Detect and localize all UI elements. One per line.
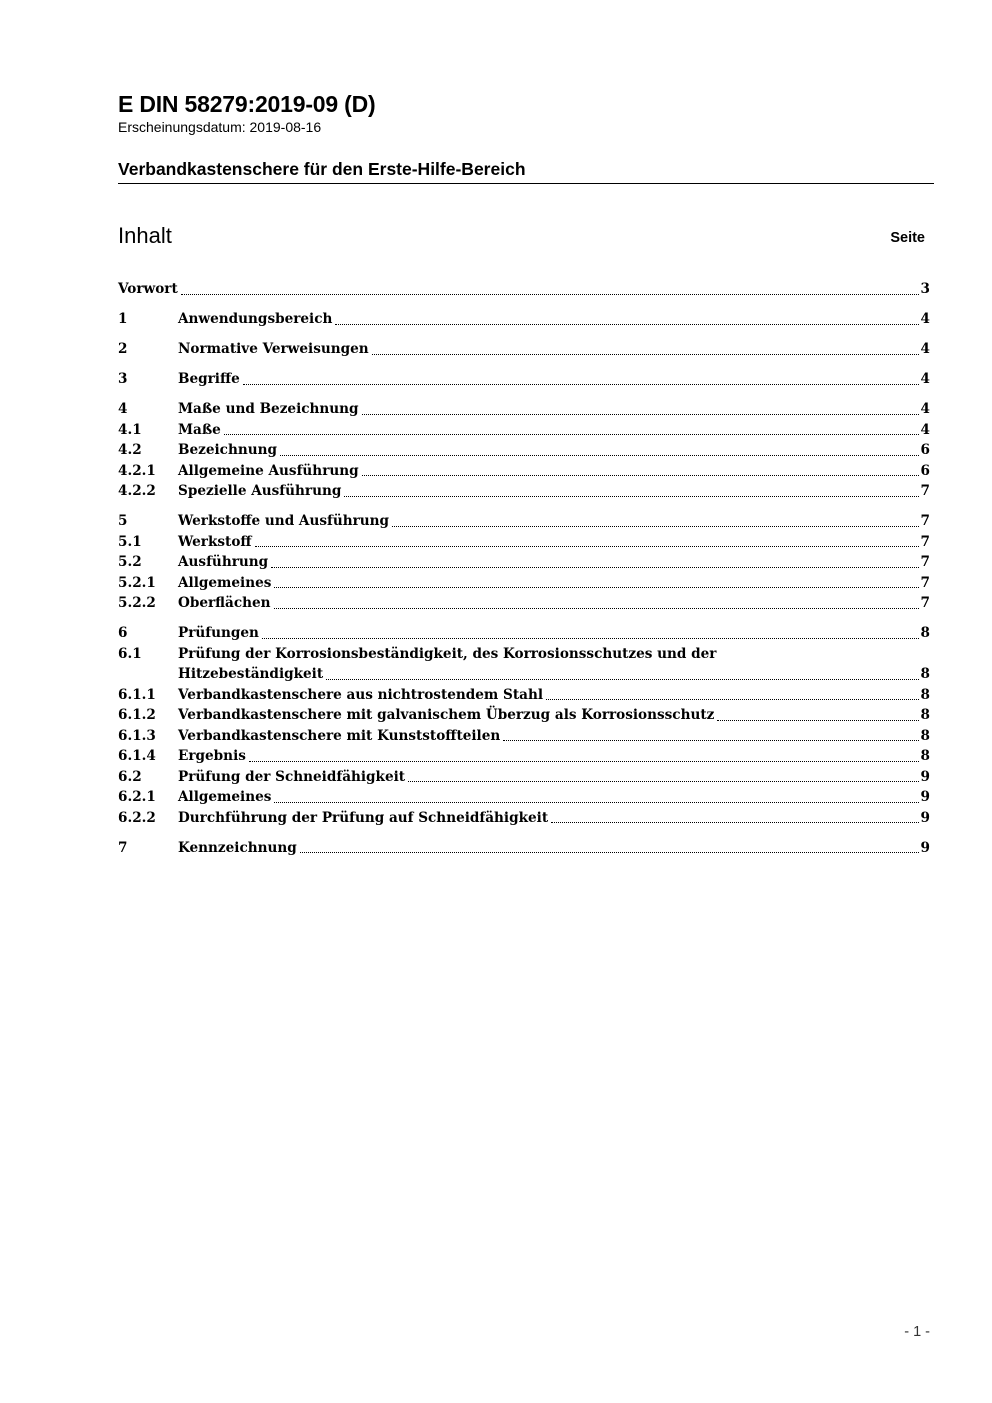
toc-entry-page: 8 bbox=[920, 625, 930, 641]
toc-entry-number: 4.1 bbox=[118, 421, 142, 438]
leader-dots bbox=[546, 699, 919, 700]
toc-entry-6-2-1[interactable] bbox=[118, 787, 930, 808]
leader-dots bbox=[224, 434, 919, 435]
toc-entry-label: Prüfung der Korrosionsbeständigkeit, des Korrosionsschutzes und der bbox=[178, 645, 717, 662]
document-title: Verbandkastenschere für den Erste-Hilfe-Bereich bbox=[118, 158, 934, 184]
toc-entry-5[interactable] bbox=[118, 511, 930, 532]
toc-entry-number: 3 bbox=[118, 371, 128, 387]
leader-dots bbox=[262, 638, 919, 639]
toc-entry-5-2-2[interactable] bbox=[118, 593, 930, 614]
toc-entry-page: 7 bbox=[920, 483, 930, 499]
leader-dots bbox=[344, 496, 918, 497]
toc-entry-page: 9 bbox=[920, 809, 930, 826]
leader-dots bbox=[408, 781, 918, 782]
toc-entry-6-1-2[interactable] bbox=[118, 705, 930, 726]
toc-entry-label: Verbandkastenschere mit Kunststoffteilen bbox=[178, 727, 501, 744]
leader-dots bbox=[274, 608, 919, 609]
toc-entry-page: 8 bbox=[920, 686, 930, 703]
leader-dots bbox=[181, 294, 919, 295]
toc-entry-5-2[interactable] bbox=[118, 552, 930, 573]
document-id: E DIN 58279:2019-09 (D) bbox=[118, 91, 376, 117]
toc-entry-2[interactable] bbox=[118, 339, 930, 360]
toc-entry-page: 7 bbox=[920, 595, 930, 611]
toc-page-column-label: Seite bbox=[890, 230, 925, 246]
leader-dots bbox=[243, 384, 919, 385]
toc-entry-label: Begriffe bbox=[178, 371, 240, 387]
toc-entry-page: 7 bbox=[920, 533, 930, 550]
leader-dots bbox=[362, 414, 919, 415]
toc-entry-number: 6.2.2 bbox=[118, 809, 156, 826]
toc-entry-4-1[interactable] bbox=[118, 420, 930, 441]
toc-entry-number: 4.2.1 bbox=[118, 462, 156, 479]
toc-entry-label: Oberflächen bbox=[178, 595, 271, 611]
toc-entry-label: Maße bbox=[178, 421, 221, 438]
toc-entry-5-2-1[interactable] bbox=[118, 573, 930, 594]
toc-entry-page: 8 bbox=[920, 707, 930, 723]
toc-entry-3[interactable] bbox=[118, 369, 930, 390]
table-of-contents bbox=[118, 279, 930, 858]
toc-entry-number: 6.1 bbox=[118, 645, 142, 662]
toc-entry-6-2-2[interactable] bbox=[118, 808, 930, 829]
toc-entry-number: 6.1.2 bbox=[118, 707, 156, 723]
toc-entry-label: Verbandkastenschere mit galvanischem Überzug als Korrosionsschutz bbox=[178, 707, 715, 723]
leader-dots bbox=[372, 354, 919, 355]
leader-dots bbox=[300, 852, 919, 853]
toc-entry-number: 5.1 bbox=[118, 533, 142, 550]
toc-entry-4-2[interactable] bbox=[118, 440, 930, 461]
leader-dots bbox=[717, 720, 918, 721]
toc-entry-label: Vorwort bbox=[118, 281, 178, 297]
toc-entry-1[interactable] bbox=[118, 309, 930, 330]
toc-entry-5-1[interactable] bbox=[118, 532, 930, 553]
toc-entry-page: 8 bbox=[920, 748, 930, 764]
toc-entry-number: 4.2 bbox=[118, 442, 142, 458]
toc-entry-number: 4 bbox=[118, 401, 128, 417]
toc-entry-4[interactable] bbox=[118, 399, 930, 420]
toc-entry-label: Werkstoffe und Ausführung bbox=[178, 513, 390, 529]
toc-entry-number: 5 bbox=[118, 513, 128, 529]
toc-entry-label-continued: Hitzebeständigkeit bbox=[178, 666, 324, 682]
toc-entry-page: 4 bbox=[920, 341, 930, 357]
toc-entry-6-2[interactable] bbox=[118, 767, 930, 788]
leader-dots bbox=[392, 526, 918, 527]
toc-entry-label: Bezeichnung bbox=[178, 442, 277, 458]
toc-entry-label: Prüfung der Schneidfähigkeit bbox=[178, 768, 406, 785]
toc-entry-number: 6.1.4 bbox=[118, 748, 156, 764]
toc-entry-6-1[interactable] bbox=[118, 644, 930, 665]
toc-entry-label: Kennzeichnung bbox=[178, 839, 297, 856]
toc-entry-6-1-continued[interactable] bbox=[118, 664, 930, 685]
toc-entry-page: 8 bbox=[920, 727, 930, 744]
toc-entry-page: 7 bbox=[920, 574, 930, 591]
toc-entry-number: 5.2.1 bbox=[118, 574, 156, 591]
toc-entry-number: 6.1.3 bbox=[118, 727, 156, 744]
toc-entry-6[interactable] bbox=[118, 623, 930, 644]
toc-entry-label: Durchführung der Prüfung auf Schneidfähigkeit bbox=[178, 809, 549, 826]
leader-dots bbox=[362, 475, 919, 476]
leader-dots bbox=[326, 679, 918, 680]
document-header bbox=[118, 90, 934, 135]
toc-entry-label: Ausführung bbox=[178, 554, 269, 570]
toc-entry-page: 4 bbox=[920, 421, 930, 438]
toc-entry-number: 6.1.1 bbox=[118, 686, 156, 703]
toc-entry-label: Prüfungen bbox=[178, 625, 259, 641]
leader-dots bbox=[551, 822, 918, 823]
toc-entry-label: Allgemeines bbox=[178, 789, 272, 805]
leader-dots bbox=[335, 324, 918, 325]
toc-entry-label: Anwendungsbereich bbox=[178, 311, 333, 327]
toc-entry-page: 9 bbox=[920, 789, 930, 805]
toc-entry-7[interactable] bbox=[118, 838, 930, 859]
toc-entry-label: Werkstoff bbox=[178, 533, 252, 550]
toc-entry-page: 8 bbox=[920, 666, 930, 682]
toc-entry-6-1-1[interactable] bbox=[118, 685, 930, 706]
page-number: - 1 - bbox=[904, 1324, 930, 1340]
toc-entry-page: 4 bbox=[920, 311, 930, 327]
toc-entry-number: 4.2.2 bbox=[118, 483, 156, 499]
leader-dots bbox=[271, 567, 918, 568]
toc-entry-label: Maße und Bezeichnung bbox=[178, 401, 359, 417]
toc-entry-label: Verbandkastenschere aus nichtrostendem Stahl bbox=[178, 686, 543, 703]
toc-entry-4-2-2[interactable] bbox=[118, 481, 930, 502]
toc-entry-page: 7 bbox=[920, 513, 930, 529]
toc-entry-number: 6.2 bbox=[118, 768, 142, 785]
toc-entry-label: Allgemeines bbox=[178, 574, 272, 591]
toc-entry-page: 6 bbox=[920, 442, 930, 458]
toc-entry-number: 5.2.2 bbox=[118, 595, 156, 611]
toc-entry-page: 3 bbox=[920, 281, 930, 297]
toc-entry-number: 6 bbox=[118, 625, 128, 641]
toc-entry-4-2-1[interactable] bbox=[118, 461, 930, 482]
toc-entry-page: 9 bbox=[920, 768, 930, 785]
toc-entry-label: Spezielle Ausführung bbox=[178, 483, 342, 499]
leader-dots bbox=[280, 455, 919, 456]
toc-entry-page: 7 bbox=[920, 554, 930, 570]
leader-dots bbox=[274, 802, 918, 803]
toc-entry-page: 4 bbox=[920, 401, 930, 417]
leader-dots bbox=[274, 587, 918, 588]
toc-entry-number: 6.2.1 bbox=[118, 789, 156, 805]
toc-entry-page: 9 bbox=[920, 839, 930, 856]
leader-dots bbox=[255, 546, 919, 547]
toc-entry-number: 5.2 bbox=[118, 554, 142, 570]
toc-entry-number: 2 bbox=[118, 341, 128, 357]
publication-date: Erscheinungsdatum: 2019-08-16 bbox=[118, 119, 322, 135]
toc-entry-label: Allgemeine Ausführung bbox=[178, 462, 359, 479]
toc-entry-number: 1 bbox=[118, 311, 128, 327]
toc-entry-label: Normative Verweisungen bbox=[178, 341, 369, 357]
toc-entry-number: 7 bbox=[118, 839, 128, 856]
toc-heading: Inhalt bbox=[118, 223, 172, 248]
toc-entry-6-1-3[interactable] bbox=[118, 726, 930, 747]
toc-entry-vorwort[interactable] bbox=[118, 279, 930, 300]
leader-dots bbox=[249, 761, 919, 762]
toc-entry-page: 4 bbox=[920, 371, 930, 387]
toc-entry-label: Ergebnis bbox=[178, 748, 246, 764]
leader-dots bbox=[503, 740, 918, 741]
toc-entry-6-1-4[interactable] bbox=[118, 746, 930, 767]
toc-entry-page: 6 bbox=[920, 462, 930, 479]
